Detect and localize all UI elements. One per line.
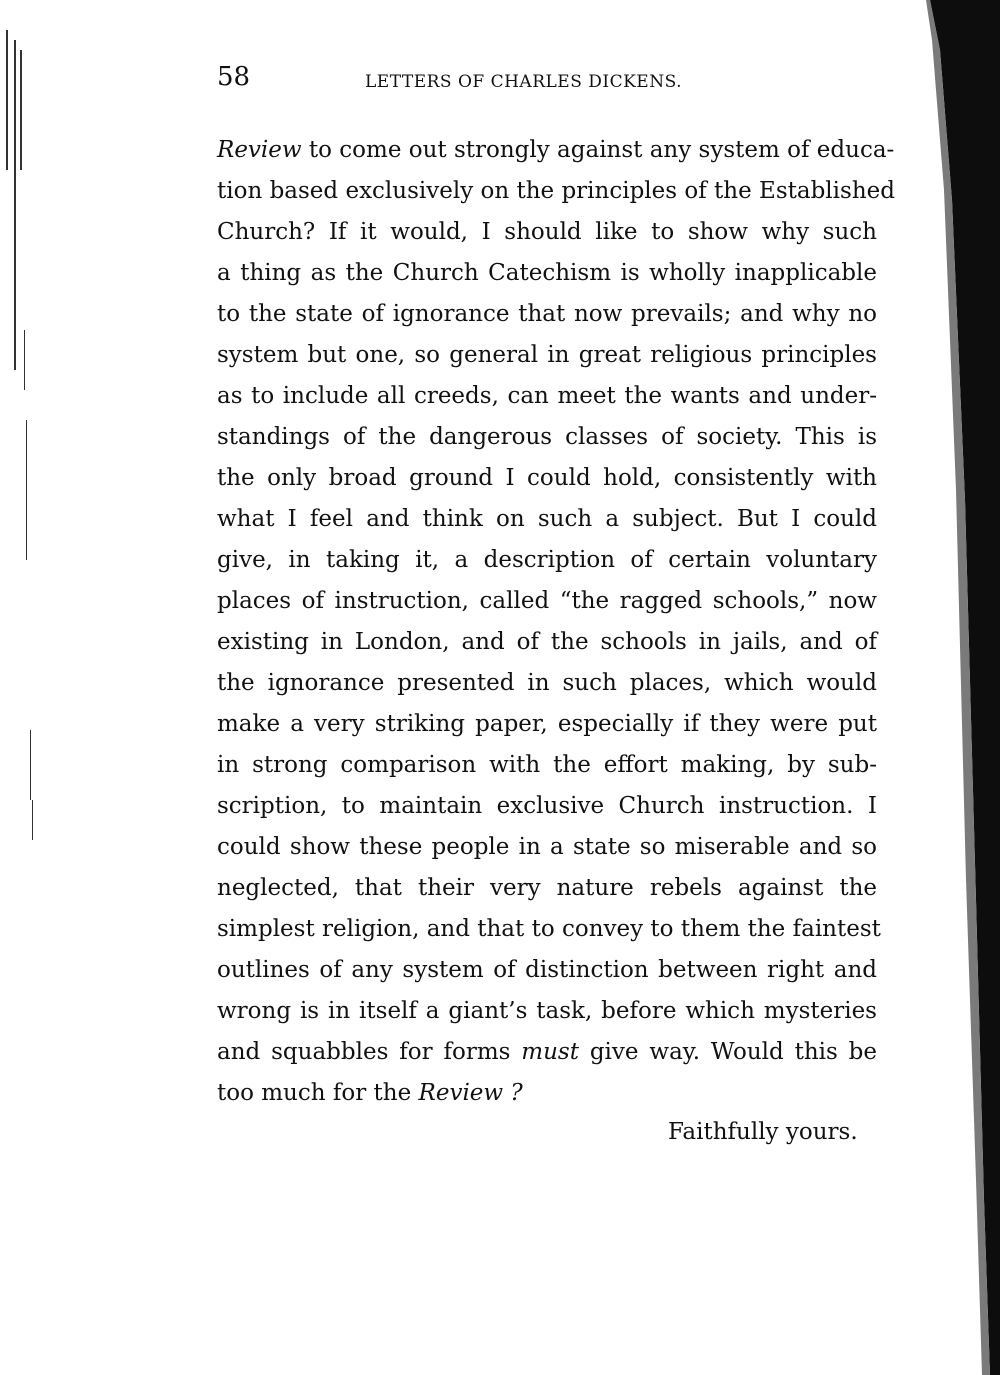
line-text: give way. Would this be [578, 1039, 877, 1065]
text-line: give, in taking it, a description of certain voluntary [217, 547, 877, 573]
binding-mark [14, 40, 16, 370]
text-line: places of instruction, called “the ragged schools,” now [217, 588, 877, 614]
italic-text: Review ? [418, 1080, 523, 1106]
text-line: as to include all creeds, can meet the wants and under- [217, 383, 877, 409]
text-line: in strong comparison with the effort making, by sub- [217, 752, 877, 778]
line-text: and squabbles for forms [217, 1039, 522, 1065]
italic-text: Review [217, 137, 302, 163]
text-line [217, 1032, 877, 1073]
text-line: simplest religion, and that to convey to them the faintest [217, 916, 881, 942]
binding-mark [32, 800, 33, 840]
text-line: what I feel and think on such a subject. But I could [217, 506, 877, 532]
binding-mark [30, 730, 31, 800]
text-line: neglected, that their very nature rebels against the [217, 875, 877, 901]
letter-body [217, 130, 895, 1114]
text-line [217, 130, 895, 171]
text-line: could show these people in a state so miserable and so [217, 834, 877, 860]
page-edge-shadow [920, 0, 1000, 1375]
text-line: standings of the dangerous classes of society. This is [217, 424, 877, 450]
line-text: too much for the [217, 1080, 419, 1106]
page-number: 58 [217, 62, 251, 92]
text-line: outlines of any system of distinction between right and [217, 957, 877, 983]
text-line: make a very striking paper, especially if they were put [217, 711, 877, 737]
text-line: tion based exclusively on the principles of the Established [217, 178, 895, 204]
text-line: a thing as the Church Catechism is wholly inapplicable [217, 260, 877, 286]
running-head [217, 62, 877, 102]
text-line: Church? If it would, I should like to show why such [217, 219, 877, 245]
line-text: to come out strongly against any system of educa- [301, 137, 895, 163]
binding-mark [20, 50, 22, 170]
text-line: scription, to maintain exclusive Church instruction. I [217, 793, 877, 819]
binding-mark [24, 330, 25, 390]
text-line: wrong is in itself a giant’s task, before which mysteries [217, 998, 877, 1024]
text-line: to the state of ignorance that now prevails; and why no [217, 301, 877, 327]
text-line: existing in London, and of the schools in jails, and of [217, 629, 877, 655]
text-line: system but one, so general in great religious principles [217, 342, 877, 368]
binding-edge-marks [0, 30, 40, 830]
text-line [217, 1073, 877, 1114]
binding-mark [26, 420, 27, 560]
italic-text: must [521, 1039, 579, 1065]
running-title: LETTERS OF CHARLES DICKENS. [365, 72, 683, 92]
text-line: the only broad ground I could hold, consistently with [217, 465, 877, 491]
text-line: the ignorance presented in such places, which would [217, 670, 877, 696]
binding-mark [6, 30, 8, 170]
closing-salutation: Faithfully yours. [668, 1119, 858, 1145]
